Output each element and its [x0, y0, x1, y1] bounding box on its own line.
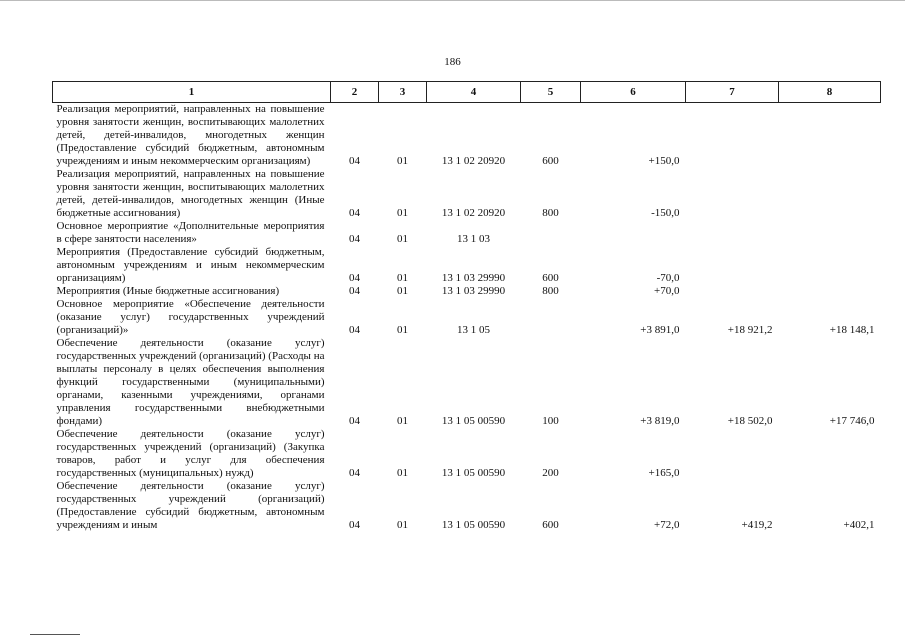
cell-target-code: 13 1 03	[457, 233, 490, 245]
cell-amount-3	[779, 428, 881, 480]
cell-subsection: 01	[397, 285, 408, 297]
cell-target-code: 13 1 03 29990	[441, 285, 506, 297]
budget-table	[52, 81, 881, 532]
cell-target-code: 13 1 02 20920	[441, 155, 506, 167]
table-row	[53, 428, 881, 480]
cell-amount-2: +18 502,0	[727, 415, 773, 427]
row-description: Обеспечение деятельности (оказание услуг) государственных учреждений (организаций) (Закупка товаров, работ и услуг для обеспечения государственных (муниципальных) нужд)	[56, 428, 325, 479]
col-header-1: 1	[53, 82, 331, 103]
cell-section: 04	[349, 233, 360, 245]
page-top-edge	[0, 0, 905, 1]
cell-expense-type	[521, 220, 581, 246]
cell-section: 04	[349, 519, 360, 531]
table-row	[53, 337, 881, 428]
cell-amount-3	[779, 220, 881, 246]
cell-amount-3: +17 746,0	[829, 415, 875, 427]
cell-target-code: 13 1 05 00590	[441, 519, 506, 531]
cell-amount-2	[686, 285, 779, 298]
cell-section: 04	[349, 207, 360, 219]
row-description: Мероприятия (Предоставление субсидий бюджетным, автономным учреждениям и иным некоммерческим организациям)	[56, 246, 325, 284]
row-description: Обеспечение деятельности (оказание услуг) государственных учреждений (организаций) (Расходы на выплаты персоналу в целях обеспечения выполнения функций государственными (муниципальными) органами, казенными учреждениями, органами управления государственными внебюджетными фондами)	[56, 337, 325, 427]
cell-target-code: 13 1 05 00590	[441, 415, 506, 427]
cell-amount-1: +3 891,0	[640, 324, 680, 336]
cell-expense-type: 100	[542, 415, 559, 427]
cell-target-code: 13 1 05	[457, 324, 490, 336]
footer-rule	[30, 634, 80, 635]
table-row	[53, 298, 881, 337]
cell-amount-2: +419,2	[741, 519, 773, 531]
cell-subsection: 01	[397, 233, 408, 245]
cell-section: 04	[349, 285, 360, 297]
cell-section: 04	[349, 467, 360, 479]
cell-subsection: 01	[397, 207, 408, 219]
cell-amount-2	[686, 246, 779, 285]
cell-section: 04	[349, 415, 360, 427]
cell-amount-1: +3 819,0	[640, 415, 680, 427]
cell-amount-3	[779, 168, 881, 220]
table-row	[53, 220, 881, 246]
cell-amount-2	[686, 220, 779, 246]
cell-amount-1: +165,0	[648, 467, 680, 479]
cell-target-code: 13 1 02 20920	[441, 207, 506, 219]
cell-amount-1: +150,0	[648, 155, 680, 167]
cell-section: 04	[349, 272, 360, 284]
row-description: Обеспечение деятельности (оказание услуг) государственных учреждений (организаций) (Предоставление субсидий бюджетным, автономным учреждениям и иным	[56, 480, 325, 531]
cell-expense-type: 600	[542, 155, 559, 167]
cell-section: 04	[349, 324, 360, 336]
col-header-3: 3	[379, 82, 427, 103]
cell-expense-type: 600	[542, 519, 559, 531]
cell-subsection: 01	[397, 467, 408, 479]
cell-subsection: 01	[397, 272, 408, 284]
table-row	[53, 480, 881, 532]
col-header-6: 6	[581, 82, 686, 103]
col-header-4: 4	[427, 82, 521, 103]
table-row	[53, 168, 881, 220]
cell-amount-1	[581, 220, 686, 246]
cell-expense-type	[521, 298, 581, 337]
cell-target-code: 13 1 05 00590	[441, 467, 506, 479]
cell-subsection: 01	[397, 324, 408, 336]
cell-subsection: 01	[397, 415, 408, 427]
page-number: 186	[444, 56, 461, 68]
table-header-row	[53, 82, 881, 103]
cell-target-code: 13 1 03 29990	[441, 272, 506, 284]
col-header-8: 8	[779, 82, 881, 103]
cell-expense-type: 800	[542, 285, 559, 297]
col-header-2: 2	[331, 82, 379, 103]
cell-amount-1: +70,0	[654, 285, 680, 297]
cell-section: 04	[349, 155, 360, 167]
row-description: Мероприятия (Иные бюджетные ассигнования)	[56, 285, 280, 297]
cell-amount-2: +18 921,2	[727, 324, 773, 336]
cell-amount-1: -70,0	[656, 272, 680, 284]
cell-expense-type: 200	[542, 467, 559, 479]
row-description: Реализация мероприятий, направленных на повышение уровня занятости женщин, воспитывающих малолетних детей, детей-инвалидов, многодетных женщин (Иные бюджетные ассигнования)	[56, 168, 325, 219]
table-row	[53, 103, 881, 169]
cell-amount-1: -150,0	[651, 207, 680, 219]
row-description: Реализация мероприятий, направленных на повышение уровня занятости женщин, воспитывающих малолетних детей, детей-инвалидов, многодетных женщин (Предоставление субсидий бюджетным, автономным учреждениям и иным некоммерческим организациям)	[56, 103, 325, 167]
cell-amount-3: +402,1	[843, 519, 875, 531]
cell-amount-3	[779, 285, 881, 298]
col-header-7: 7	[686, 82, 779, 103]
cell-subsection: 01	[397, 155, 408, 167]
cell-amount-2	[686, 428, 779, 480]
cell-amount-1: +72,0	[654, 519, 680, 531]
row-description: Основное мероприятие «Обеспечение деятельности (оказание услуг) государственных учреждений (организаций)»	[56, 298, 325, 336]
cell-expense-type: 600	[542, 272, 559, 284]
table-row	[53, 246, 881, 285]
cell-expense-type: 800	[542, 207, 559, 219]
cell-amount-3	[779, 103, 881, 169]
cell-amount-3: +18 148,1	[829, 324, 875, 336]
cell-subsection: 01	[397, 519, 408, 531]
col-header-5: 5	[521, 82, 581, 103]
table-row	[53, 285, 881, 298]
cell-amount-2	[686, 168, 779, 220]
row-description: Основное мероприятие «Дополнительные мероприятия в сфере занятости населения»	[56, 220, 325, 245]
cell-amount-2	[686, 103, 779, 169]
cell-amount-3	[779, 246, 881, 285]
